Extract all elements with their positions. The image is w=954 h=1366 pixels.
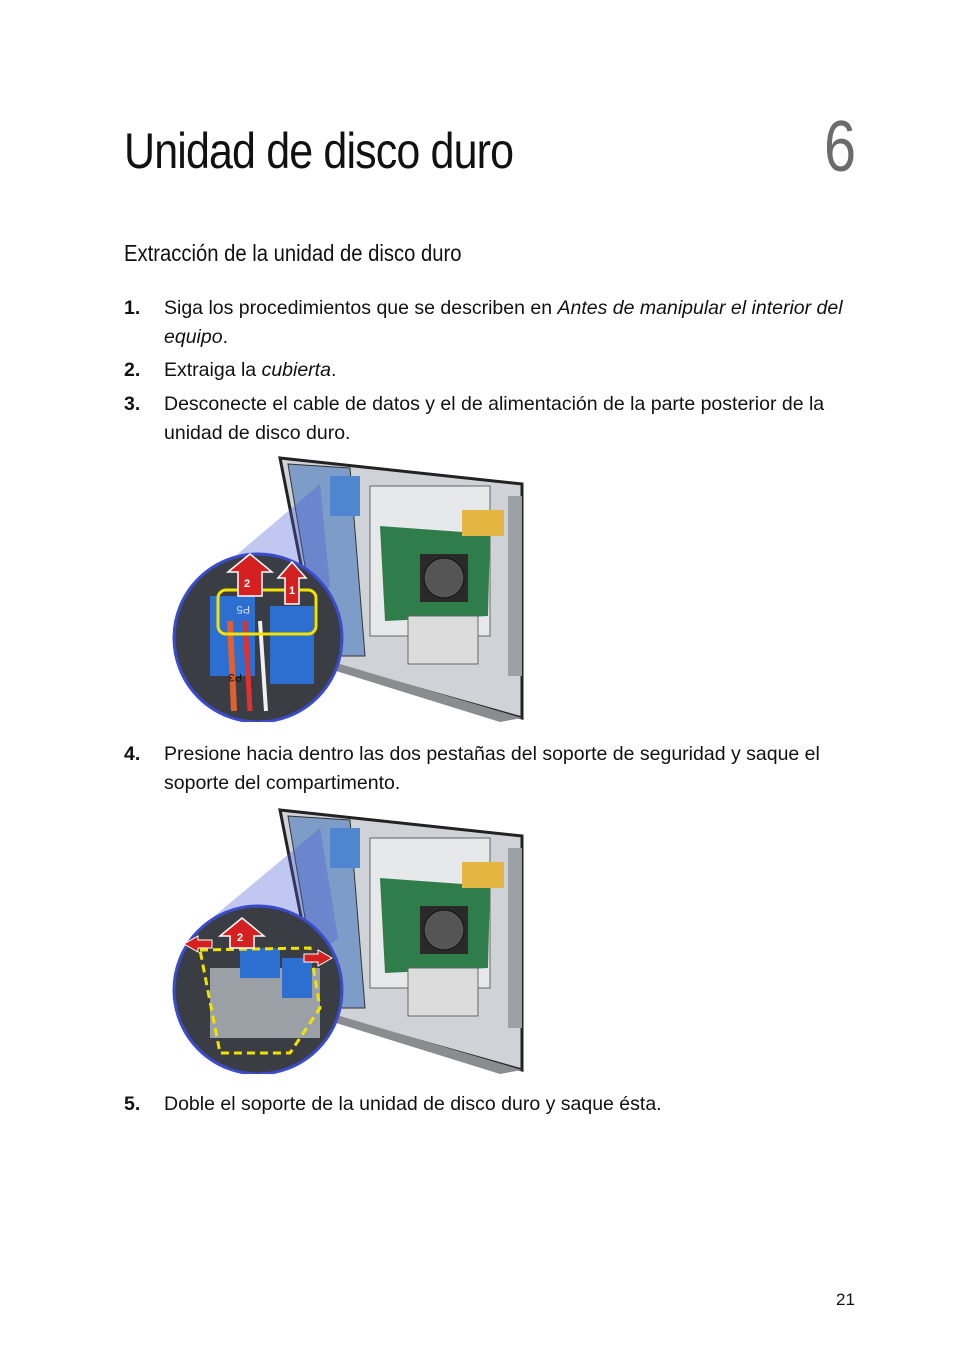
step-number: 5. <box>124 1093 141 1115</box>
expansion-card <box>462 510 504 536</box>
figure-remove-bracket <box>170 808 530 1074</box>
step-text: Desconecte el cable de datos y el de alimentación de la parte posterior de la unidad de disco duro. <box>164 393 825 444</box>
label-p5: P5 <box>236 603 250 615</box>
chapter-number: 6 <box>823 107 856 187</box>
callout-2: 2 <box>237 932 244 944</box>
drive-latch <box>330 828 360 868</box>
step-5 <box>124 1090 864 1120</box>
expansion-card <box>462 862 504 888</box>
section-title: Extracción de la unidad de disco duro <box>124 240 462 266</box>
step-2: 2. Extraiga la cubierta. <box>124 356 864 386</box>
step-text: Siga los procedimientos que se describen en <box>164 297 558 319</box>
drive-latch <box>330 476 360 516</box>
power-supply <box>408 616 478 664</box>
page-title: Unidad de disco duro <box>124 123 514 179</box>
label-p3: P3 <box>228 671 242 683</box>
rear-panel <box>508 496 522 676</box>
callout-1: 1 <box>289 585 296 597</box>
step-text: Doble el soporte de la unidad de disco duro y saque ésta. <box>164 1093 662 1115</box>
step-number: 3. <box>124 393 141 415</box>
cross-reference-link[interactable]: cubierta <box>261 359 331 381</box>
cross-reference-link[interactable]: Antes de manipular el interior del equipo <box>164 297 843 348</box>
step-1: 1. Siga los procedimientos que se describen en Antes de manipular el interior del equipo. <box>124 294 864 354</box>
step-3 <box>124 390 864 450</box>
figure-disconnect-cables <box>170 456 530 722</box>
rear-panel <box>508 848 522 1028</box>
step-number: 4. <box>124 743 141 765</box>
power-supply <box>408 968 478 1016</box>
step-number: 2. <box>124 359 141 381</box>
page-number: 21 <box>836 1290 855 1309</box>
step-text: Extraiga la <box>164 359 262 381</box>
step-text: Presione hacia dentro las dos pestañas del soporte de seguridad y saque el soporte del compartimento. <box>164 743 820 794</box>
callout-2: 2 <box>244 578 251 590</box>
step-number: 1. <box>124 297 141 319</box>
step-4 <box>124 740 864 800</box>
